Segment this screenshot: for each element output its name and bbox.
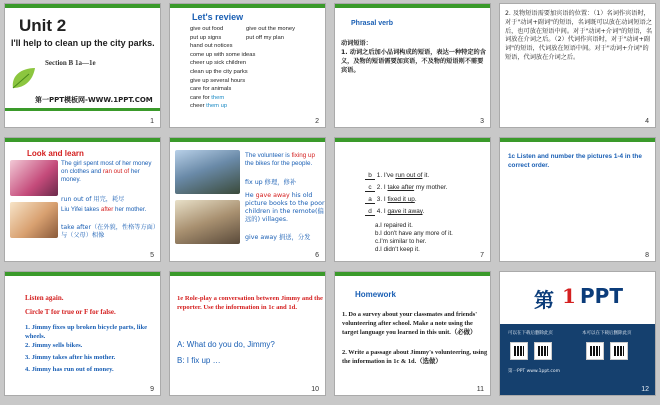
- homework-item: 2. Write a passage about Jimmy's volunteering, using the information in 1c & 1d.（选做）: [342, 349, 488, 365]
- slide-thumbnail-5[interactable]: [4, 137, 161, 262]
- slide-thumbnail-4[interactable]: [499, 3, 656, 128]
- panel-text: 本可以在下载后删除此页: [582, 331, 632, 336]
- bottom-green-bar: [5, 108, 160, 111]
- bike-repair-photo: [175, 150, 240, 194]
- brand-logo: PPT: [580, 284, 623, 308]
- slide-text: Liu Yifei takes after her mother.: [61, 206, 147, 213]
- top-green-bar: [5, 4, 160, 8]
- slide-number: 7: [480, 252, 484, 259]
- slide-text: 2. 及物短语需要加宾语的位置：（1）名词作宾语时，对于"动词+副词"的短语，名词既可以放在动词短语之后，也可放在短语中间。对于"动词+介词"的短语，名词放在介词之后。（2）代词作宾语时，对于"动词+副词"的短语，代词放在短语中间。对于"动词+介词"的短语，代词放在介词之后。: [505, 10, 653, 61]
- phrase: give up several hours: [190, 77, 246, 84]
- phrase: cheer up sick children: [190, 60, 247, 67]
- slide-thumbnail-11[interactable]: [334, 271, 491, 396]
- dialog-line: A: What do you do, Jimmy?: [177, 340, 275, 349]
- phrase: give out food: [190, 26, 224, 32]
- leaf-icon: [9, 66, 37, 90]
- phrase: come up with some ideas: [190, 51, 256, 58]
- list-item: 2. Jimmy sells bikes.: [25, 342, 83, 349]
- brand-logo: 1: [562, 284, 576, 308]
- slide-text: The girl spent most of her money on clothes and ran out of her money.: [61, 160, 152, 183]
- shopping-girl-photo: [10, 160, 58, 196]
- slide-heading: 1e Role-play a conversation between Jimmy and the reporter. Use the information in 1c and 1d.: [177, 295, 323, 311]
- phrase-column-2: [246, 25, 295, 42]
- slide-title: Unit 2: [19, 16, 67, 35]
- slide-number: 8: [645, 252, 649, 259]
- list-item: 1. Jimmy fixes up broken bicycle parts, like wheels.: [25, 324, 148, 340]
- top-green-bar: [335, 4, 490, 8]
- slide-subtitle: I'll help to clean up the city parks.: [11, 38, 155, 48]
- slide-thumbnail-2[interactable]: [169, 3, 326, 128]
- phrase: clean up the city parks: [190, 68, 248, 75]
- matching-line: a 3. I fixed it up.: [365, 196, 417, 204]
- slide-number: 9: [150, 386, 154, 393]
- slide-number: 1: [150, 118, 154, 125]
- slide-number: 12: [641, 386, 649, 393]
- slide-text: give away 捐送，分发: [245, 234, 311, 241]
- option-text: c.I'm similar to her.: [375, 238, 427, 245]
- slide-text: fix up 修理，修补: [245, 179, 297, 186]
- phrase: care for animals: [190, 86, 232, 93]
- slide-number: 3: [480, 118, 484, 125]
- matching-line: b 1. I've run out of it.: [365, 172, 429, 180]
- option-text: d.I didn't keep it.: [375, 246, 420, 253]
- slide-number: 5: [150, 252, 154, 259]
- site-text: 第一PPT模板网-WWW.1PPT.COM: [35, 96, 153, 104]
- slide-text: run out of 用完，耗尽: [61, 196, 125, 203]
- slide-heading: Homework: [355, 290, 396, 299]
- logo-area: [500, 272, 656, 324]
- children-books-photo: [175, 200, 240, 244]
- phrase: put up signs: [190, 34, 222, 41]
- top-green-bar: [170, 4, 325, 8]
- top-green-bar: [170, 272, 325, 276]
- slide-heading: Let's review: [192, 12, 244, 22]
- slide-thumbnail-6[interactable]: [169, 137, 326, 262]
- top-green-bar: [500, 138, 655, 142]
- top-green-bar: [170, 138, 325, 142]
- slide-text: 动词短语：: [341, 40, 372, 47]
- top-green-bar: [335, 138, 490, 142]
- slide-thumbnail-8[interactable]: [499, 137, 656, 262]
- slide-heading: Circle T for true or F for false.: [25, 308, 116, 316]
- phrase: cheer them up: [190, 103, 228, 110]
- slide-number: 10: [311, 386, 319, 393]
- brand-logo: 第: [534, 288, 554, 312]
- phrase: give out the money: [246, 26, 295, 32]
- option-text: b.I don't have any more of it.: [375, 230, 453, 237]
- mother-daughter-photo: [10, 202, 58, 238]
- slide-text: He gave away his old picture books to the poor children in the remote(偏远的) villages.: [245, 192, 325, 223]
- homework-item: 1. Do a survey about your classmates and friends' volunteering after school. Make a note using the target language you learned in this unit.（必做）: [342, 311, 477, 336]
- slide-heading: Listen again.: [25, 294, 64, 302]
- top-green-bar: [5, 272, 160, 276]
- matching-line: c 2. I take after my mother.: [365, 184, 448, 192]
- slide-heading: 1c Listen and number the pictures 1-4 in the correct order.: [508, 153, 642, 169]
- panel-text: 可以在下载后删除此页: [508, 331, 553, 336]
- slide-thumbnail-9[interactable]: [4, 271, 161, 396]
- phrase: hand out notices: [190, 43, 233, 50]
- qr-code-icon: [534, 342, 552, 360]
- slide-text: The volunteer is fixing up the bikes for the people.: [245, 152, 316, 167]
- slide-thumbnail-12[interactable]: [499, 271, 656, 396]
- slide-number: 4: [645, 118, 649, 125]
- matching-line: d 4. I gave it away.: [365, 208, 424, 216]
- qr-code-icon: [510, 342, 528, 360]
- slide-thumbnail-3[interactable]: [334, 3, 491, 128]
- qr-code-icon: [586, 342, 604, 360]
- list-item: 4. Jimmy has run out of money.: [25, 366, 114, 373]
- slide-thumbnail-7[interactable]: [334, 137, 491, 262]
- slide-number: 6: [315, 252, 319, 259]
- slide-heading: Phrasal verb: [351, 20, 394, 27]
- phrase: care for them: [190, 94, 225, 101]
- dialog-line: B: I fix up …: [177, 356, 221, 365]
- slide-text: take after（在外貌，性格等方面）与（父母）相像: [61, 224, 160, 239]
- qr-code-icon: [610, 342, 628, 360]
- slide-heading: Look and learn: [27, 149, 84, 158]
- top-green-bar: [335, 272, 490, 276]
- slide-thumbnail-10[interactable]: [169, 271, 326, 396]
- phrase: put off my plan: [246, 34, 284, 41]
- slide-text: 1. 动词之后加小品词构成的短语，表达一种特定的含义，及物的短语需要加宾语，不及物的短语则不需要宾语。: [341, 49, 486, 74]
- slide-thumbnail-1[interactable]: [4, 3, 161, 128]
- slide-number: 11: [476, 386, 484, 393]
- panel-text: 第一PPT www.1ppt.com: [508, 369, 561, 374]
- section-label: Section B 1a—1e: [45, 59, 96, 67]
- slide-number: 2: [315, 118, 319, 125]
- top-green-bar: [5, 138, 160, 142]
- option-text: a.I repaired it.: [375, 222, 413, 229]
- list-item: 3. Jimmy takes after his mother.: [25, 354, 116, 361]
